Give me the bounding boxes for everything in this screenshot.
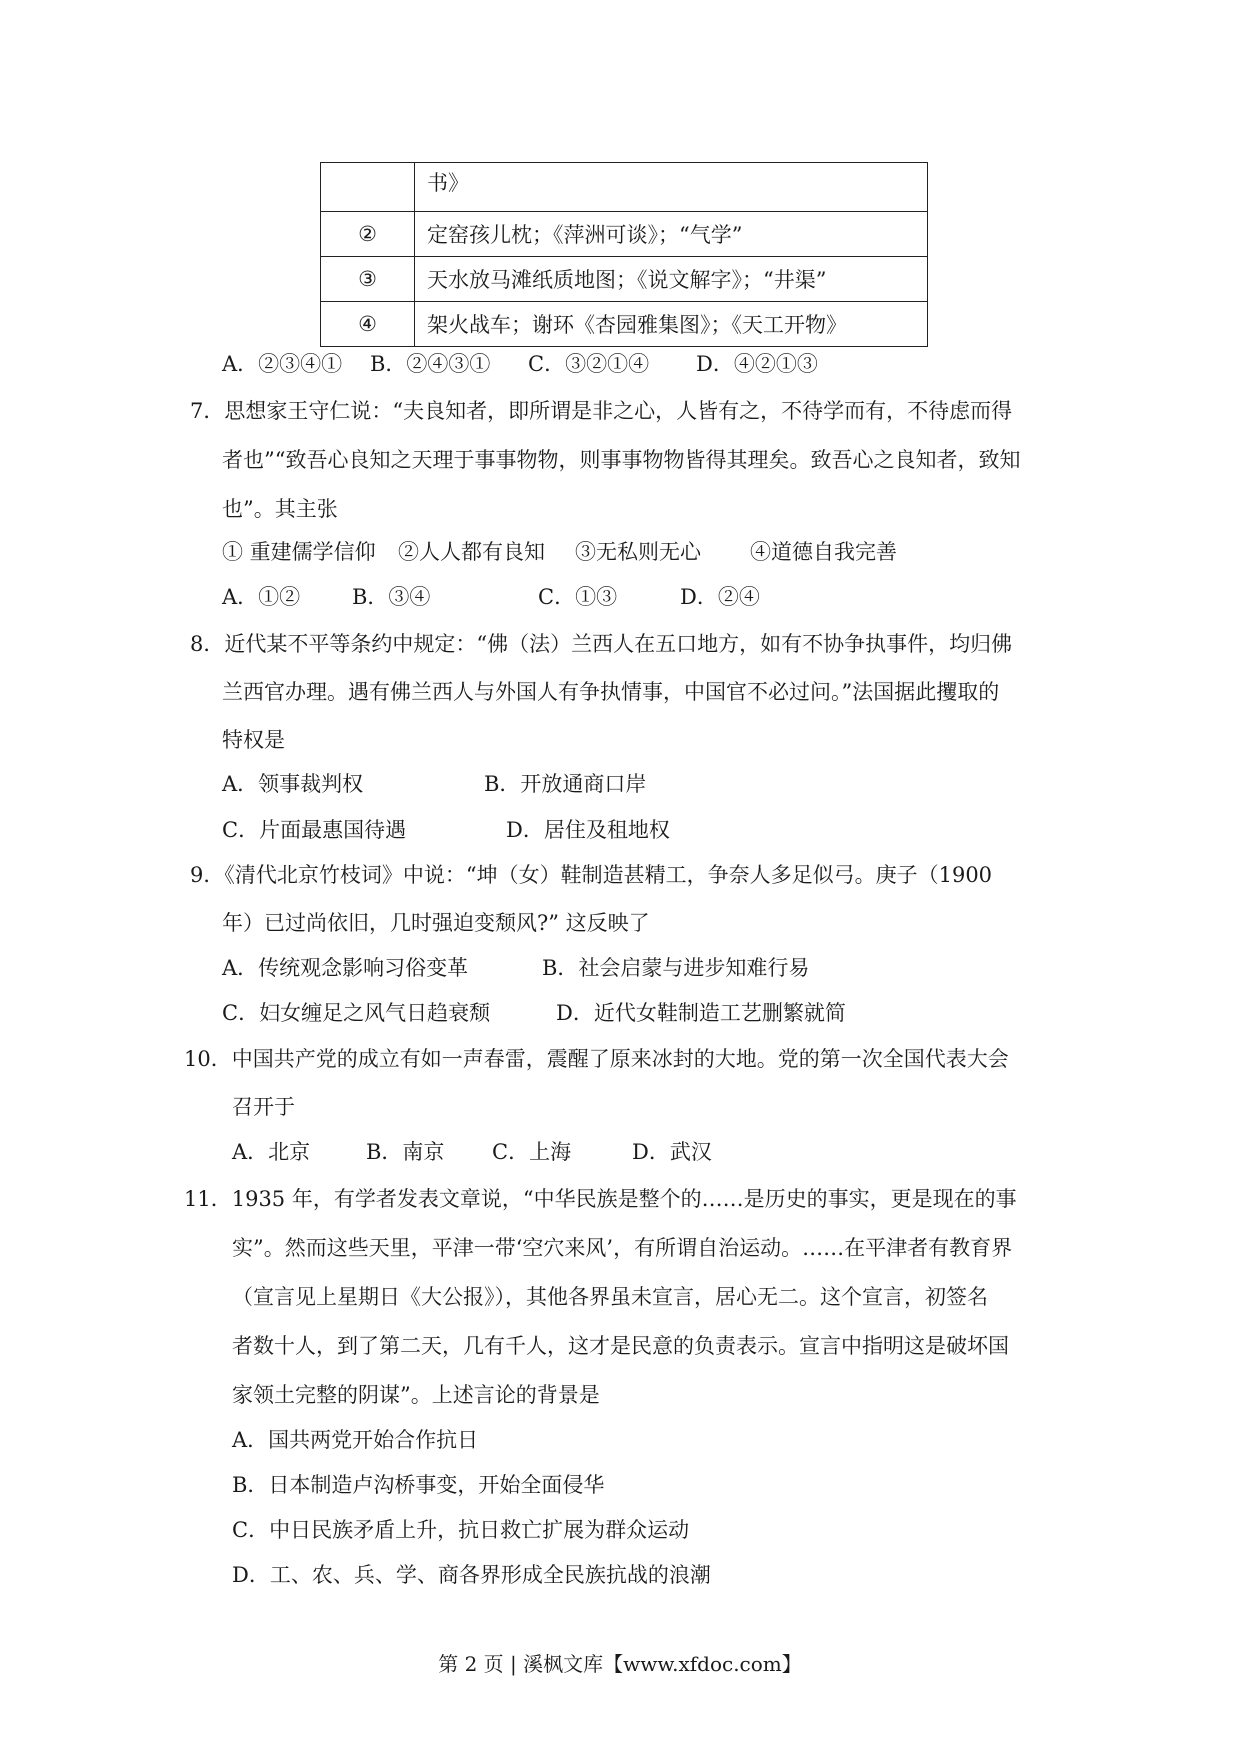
q7-item-1: ① 重建儒学信仰 <box>222 540 376 564</box>
q7-item-2: ②人人都有良知 <box>398 540 545 564</box>
q7-option-a: A．①② <box>222 585 301 609</box>
table-cell-content: 书》 <box>415 163 928 212</box>
table-cell-content: 定窑孩儿枕；《萍洲可谈》；“气学” <box>415 212 928 257</box>
q6-option-a: A．②③④① <box>222 352 343 376</box>
table-row <box>321 212 928 257</box>
q11-stem-line: （宣言见上星期日《大公报》），其他各界虽未宣言，居心无二。这个宣言，初签名 <box>232 1285 988 1309</box>
table-cell-num: ③ <box>321 257 415 302</box>
q7-stem-line: 7．思想家王守仁说：“夫良知者，即所谓是非之心，人皆有之，不待学而有，不待虑而得 <box>190 399 1013 423</box>
q9-option-a: A．传统观念影响习俗变革 <box>222 956 469 980</box>
q9-option-b: B．社会启蒙与进步知难行易 <box>542 956 810 980</box>
q6-options-table <box>320 162 928 347</box>
q6-option-b: B．②④③① <box>370 352 491 376</box>
q10-option-a: A．北京 <box>232 1140 311 1164</box>
q8-option-d: D．居住及租地权 <box>506 818 670 842</box>
q8-option-c: C．片面最惠国待遇 <box>222 818 407 842</box>
table-cell-num <box>321 163 415 212</box>
q10-stem-line: 10．中国共产党的成立有如一声春雷，震醒了原来冰封的大地。党的第一次全国代表大会 <box>184 1047 1009 1071</box>
q7-option-b: B．③④ <box>352 585 431 609</box>
q9-option-c: C．妇女缠足之风气日趋衰颓 <box>222 1001 491 1025</box>
q7-item-4: ④道德自我完善 <box>750 540 897 564</box>
q8-stem-line: 8．近代某不平等条约中规定：“佛（法）兰西人在五口地方，如有不协争执事件，均归佛 <box>190 632 1013 656</box>
q11-stem-line: 家领土完整的阴谋”。上述言论的背景是 <box>232 1383 600 1407</box>
q7-stem-line: 也”。其主张 <box>222 497 338 521</box>
q7-option-d: D．②④ <box>680 585 760 609</box>
q10-option-c: C．上海 <box>492 1140 572 1164</box>
table-cell-num: ④ <box>321 302 415 347</box>
q10-option-b: B．南京 <box>366 1140 445 1164</box>
q9-stem-line: 年）已过尚依旧，几时强迫变颓风?” 这反映了 <box>222 911 650 935</box>
q7-option-c: C．①③ <box>538 585 618 609</box>
q8-option-a: A．领事裁判权 <box>222 772 364 796</box>
table-cell-num: ② <box>321 212 415 257</box>
q11-option-b: B．日本制造卢沟桥事变，开始全面侵华 <box>232 1473 605 1497</box>
q11-stem-line: 11．1935 年，有学者发表文章说，“中华民族是整个的……是历史的事实，更是现在的事 <box>184 1187 1017 1211</box>
table-cell-content: 天水放马滩纸质地图；《说文解字》；“井渠” <box>415 257 928 302</box>
q6-option-c: C．③②①④ <box>528 352 650 376</box>
q9-option-d: D．近代女鞋制造工艺删繁就简 <box>556 1001 846 1025</box>
q8-option-b: B．开放通商口岸 <box>484 772 647 796</box>
page-footer: 第 2 页 | 溪枫文库【www.xfdoc.com】 <box>438 1652 802 1676</box>
q10-stem-line: 召开于 <box>232 1095 295 1119</box>
q11-stem-line: 者数十人，到了第二天，几有千人，这才是民意的负责表示。宣言中指明这是破坏国 <box>232 1334 1009 1358</box>
q7-stem-line: 者也”“致吾心良知之天理于事事物物，则事事物物皆得其理矣。致吾心之良知者，致知 <box>222 448 1021 472</box>
q8-stem-line: 特权是 <box>222 728 285 752</box>
q11-option-d: D．工、农、兵、学、商各界形成全民族抗战的浪潮 <box>232 1563 711 1587</box>
q7-item-3: ③无私则无心 <box>575 540 701 564</box>
q9-stem-line: 9．《清代北京竹枝词》中说：“坤（女）鞋制造甚精工，争奈人多足似弓。庚子（1900 <box>190 863 993 887</box>
q10-option-d: D．武汉 <box>632 1140 712 1164</box>
table-row <box>321 163 928 212</box>
table-row <box>321 257 928 302</box>
q6-option-d: D．④②①③ <box>696 352 818 376</box>
q11-option-a: A．国共两党开始合作抗日 <box>232 1428 479 1452</box>
q11-option-c: C．中日民族矛盾上升，抗日救亡扩展为群众运动 <box>232 1518 690 1542</box>
table-row <box>321 302 928 347</box>
q11-stem-line: 实”。然而这些天里，平津一带‘空穴来风’，有所谓自治运动。……在平津者有教育界 <box>232 1236 1013 1260</box>
q8-stem-line: 兰西官办理。遇有佛兰西人与外国人有争执情事，中国官不必过问。”法国据此攫取的 <box>222 680 1000 704</box>
table-cell-content: 架火战车；谢环《杏园雅集图》；《天工开物》 <box>415 302 928 347</box>
